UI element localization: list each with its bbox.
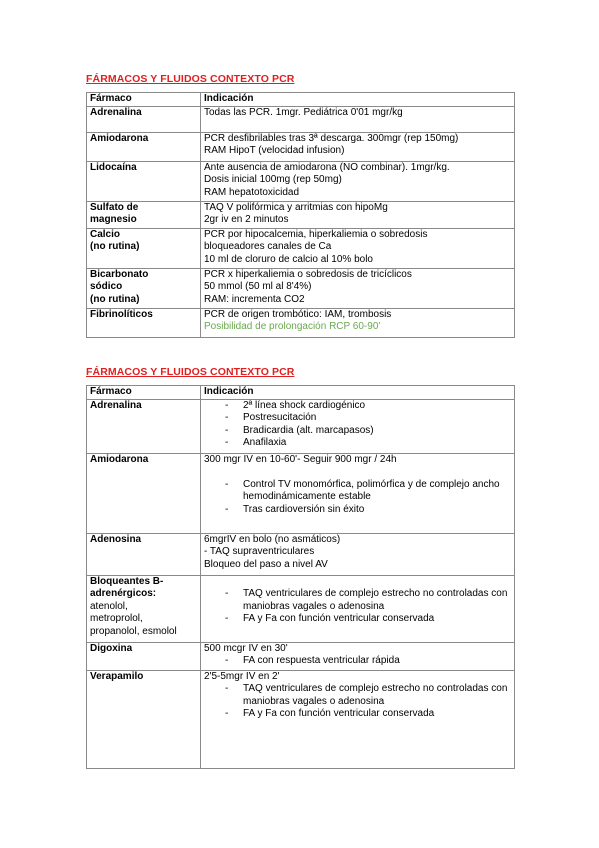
drug-table-2 bbox=[86, 385, 515, 769]
indication: TAQ V polifórmica y arritmias con hipoMg 2gr iv en 2 minutos bbox=[201, 201, 515, 228]
bullet-item: - TAQ ventriculares de complejo estrecho no controladas con maniobras vagales o adenosina bbox=[225, 683, 508, 707]
drug-name: Amiodarona bbox=[87, 132, 201, 161]
bullet-item: - FA y Fa con función ventricular conservada bbox=[225, 708, 435, 720]
indication: Ante ausencia de amiodarona (NO combinar). 1mgr/kg. Dosis inicial 100mg (rep 50mg) RAM hepatotoxicidad bbox=[201, 161, 515, 201]
bullet-item: - Bradicardia (alt. marcapasos) bbox=[225, 424, 374, 436]
table-row bbox=[87, 533, 515, 575]
indication: PCR de origen trombótico: IAM, trombosis Posibilidad de prolongación RCP 60-90' bbox=[201, 308, 515, 337]
indication: 300 mgr IV en 10-60'- Seguir 900 mgr / 24h - Control TV monomórfica, polimórfica y de complejo ancho hemodinámicamente estable - Tras cardioversión sin éxito bbox=[201, 453, 515, 533]
drug-name: Fibrinolíticos bbox=[87, 308, 201, 337]
table-row bbox=[87, 308, 515, 337]
table-row bbox=[87, 670, 515, 768]
drug-name: Adrenalina bbox=[87, 106, 201, 132]
drug-name: Calcio (no rutina) bbox=[87, 228, 201, 268]
table-header-row bbox=[87, 386, 515, 400]
indication bbox=[201, 575, 515, 642]
drug-name: Verapamilo bbox=[87, 670, 201, 768]
indication: PCR x hiperkaliemia o sobredosis de tricíclicos 50 mmol (50 ml al 8'4%) RAM: incrementa CO2 bbox=[201, 268, 515, 308]
drug-table-1 bbox=[86, 92, 515, 338]
section-title-2: FÁRMACOS Y FLUIDOS CONTEXTO PCR bbox=[86, 366, 295, 378]
indication: Todas las PCR. 1mgr. Pediátrica 0'01 mgr/kg bbox=[201, 106, 515, 132]
drug-name: Digoxina bbox=[87, 642, 201, 670]
bullet-item: - Postresucitación bbox=[225, 412, 317, 424]
drug-name: Amiodarona bbox=[87, 453, 201, 533]
section-title-1: FÁRMACOS Y FLUIDOS CONTEXTO PCR bbox=[86, 73, 295, 85]
bullet-item: - Anafilaxia bbox=[225, 437, 287, 449]
table-row bbox=[87, 268, 515, 308]
indication: 500 mcgr IV en 30' - FA con respuesta ventricular rápida bbox=[201, 642, 515, 670]
header-indicacion: Indicación bbox=[201, 93, 515, 107]
drug-name: Bloqueantes B-adrenérgicos: atenolol, metroprolol, propanolol, esmolol bbox=[87, 575, 201, 642]
header-farmaco: Fármaco bbox=[87, 93, 201, 107]
table-header-row bbox=[87, 93, 515, 107]
drug-name: Adrenalina bbox=[87, 399, 201, 453]
table-row bbox=[87, 228, 515, 268]
indication: 2'5-5mgr IV en 2' - TAQ ventriculares de complejo estrecho no controladas con maniobras vagales o adenosina - FA y Fa con función ventricular conservada bbox=[201, 670, 515, 768]
header-farmaco: Fármaco bbox=[87, 386, 201, 400]
bullet-item: - FA y Fa con función ventricular conservada bbox=[225, 613, 435, 625]
table-row bbox=[87, 642, 515, 670]
bullet-item: - Tras cardioversión sin éxito bbox=[225, 503, 365, 515]
table-row bbox=[87, 399, 515, 453]
prolongation-note: Posibilidad de prolongación RCP 60-90' bbox=[204, 321, 381, 333]
table-row bbox=[87, 453, 515, 533]
bullet-item: - 2ª línea shock cardiogénico bbox=[225, 399, 366, 411]
table-row bbox=[87, 161, 515, 201]
indication: PCR desfibrilables tras 3ª descarga. 300mgr (rep 150mg) RAM HipoT (velocidad infusion) bbox=[201, 132, 515, 161]
header-indicacion: Indicación bbox=[201, 386, 515, 400]
indication: 6mgrIV en bolo (no asmáticos) - TAQ supraventriculares Bloqueo del paso a nivel AV bbox=[201, 533, 515, 575]
bullet-item: - FA con respuesta ventricular rápida bbox=[225, 655, 400, 667]
bullet-item: - TAQ ventriculares de complejo estrecho no controladas con maniobras vagales o adenosina bbox=[225, 588, 508, 612]
bullet-item: - Control TV monomórfica, polimórfica y de complejo ancho hemodinámicamente estable bbox=[225, 478, 500, 503]
indication: PCR por hipocalcemia, hiperkaliemia o sobredosis bloqueadores canales de Ca 10 ml de cloruro de calcio al 10% bolo bbox=[201, 228, 515, 268]
table-row bbox=[87, 132, 515, 161]
indication bbox=[201, 399, 515, 453]
drug-name: Sulfato de magnesio bbox=[87, 201, 201, 228]
drug-name: Bicarbonato sódico (no rutina) bbox=[87, 268, 201, 308]
drug-name: Adenosina bbox=[87, 533, 201, 575]
table-row bbox=[87, 575, 515, 642]
table-row bbox=[87, 201, 515, 228]
drug-name: Lidocaína bbox=[87, 161, 201, 201]
table-row bbox=[87, 106, 515, 132]
